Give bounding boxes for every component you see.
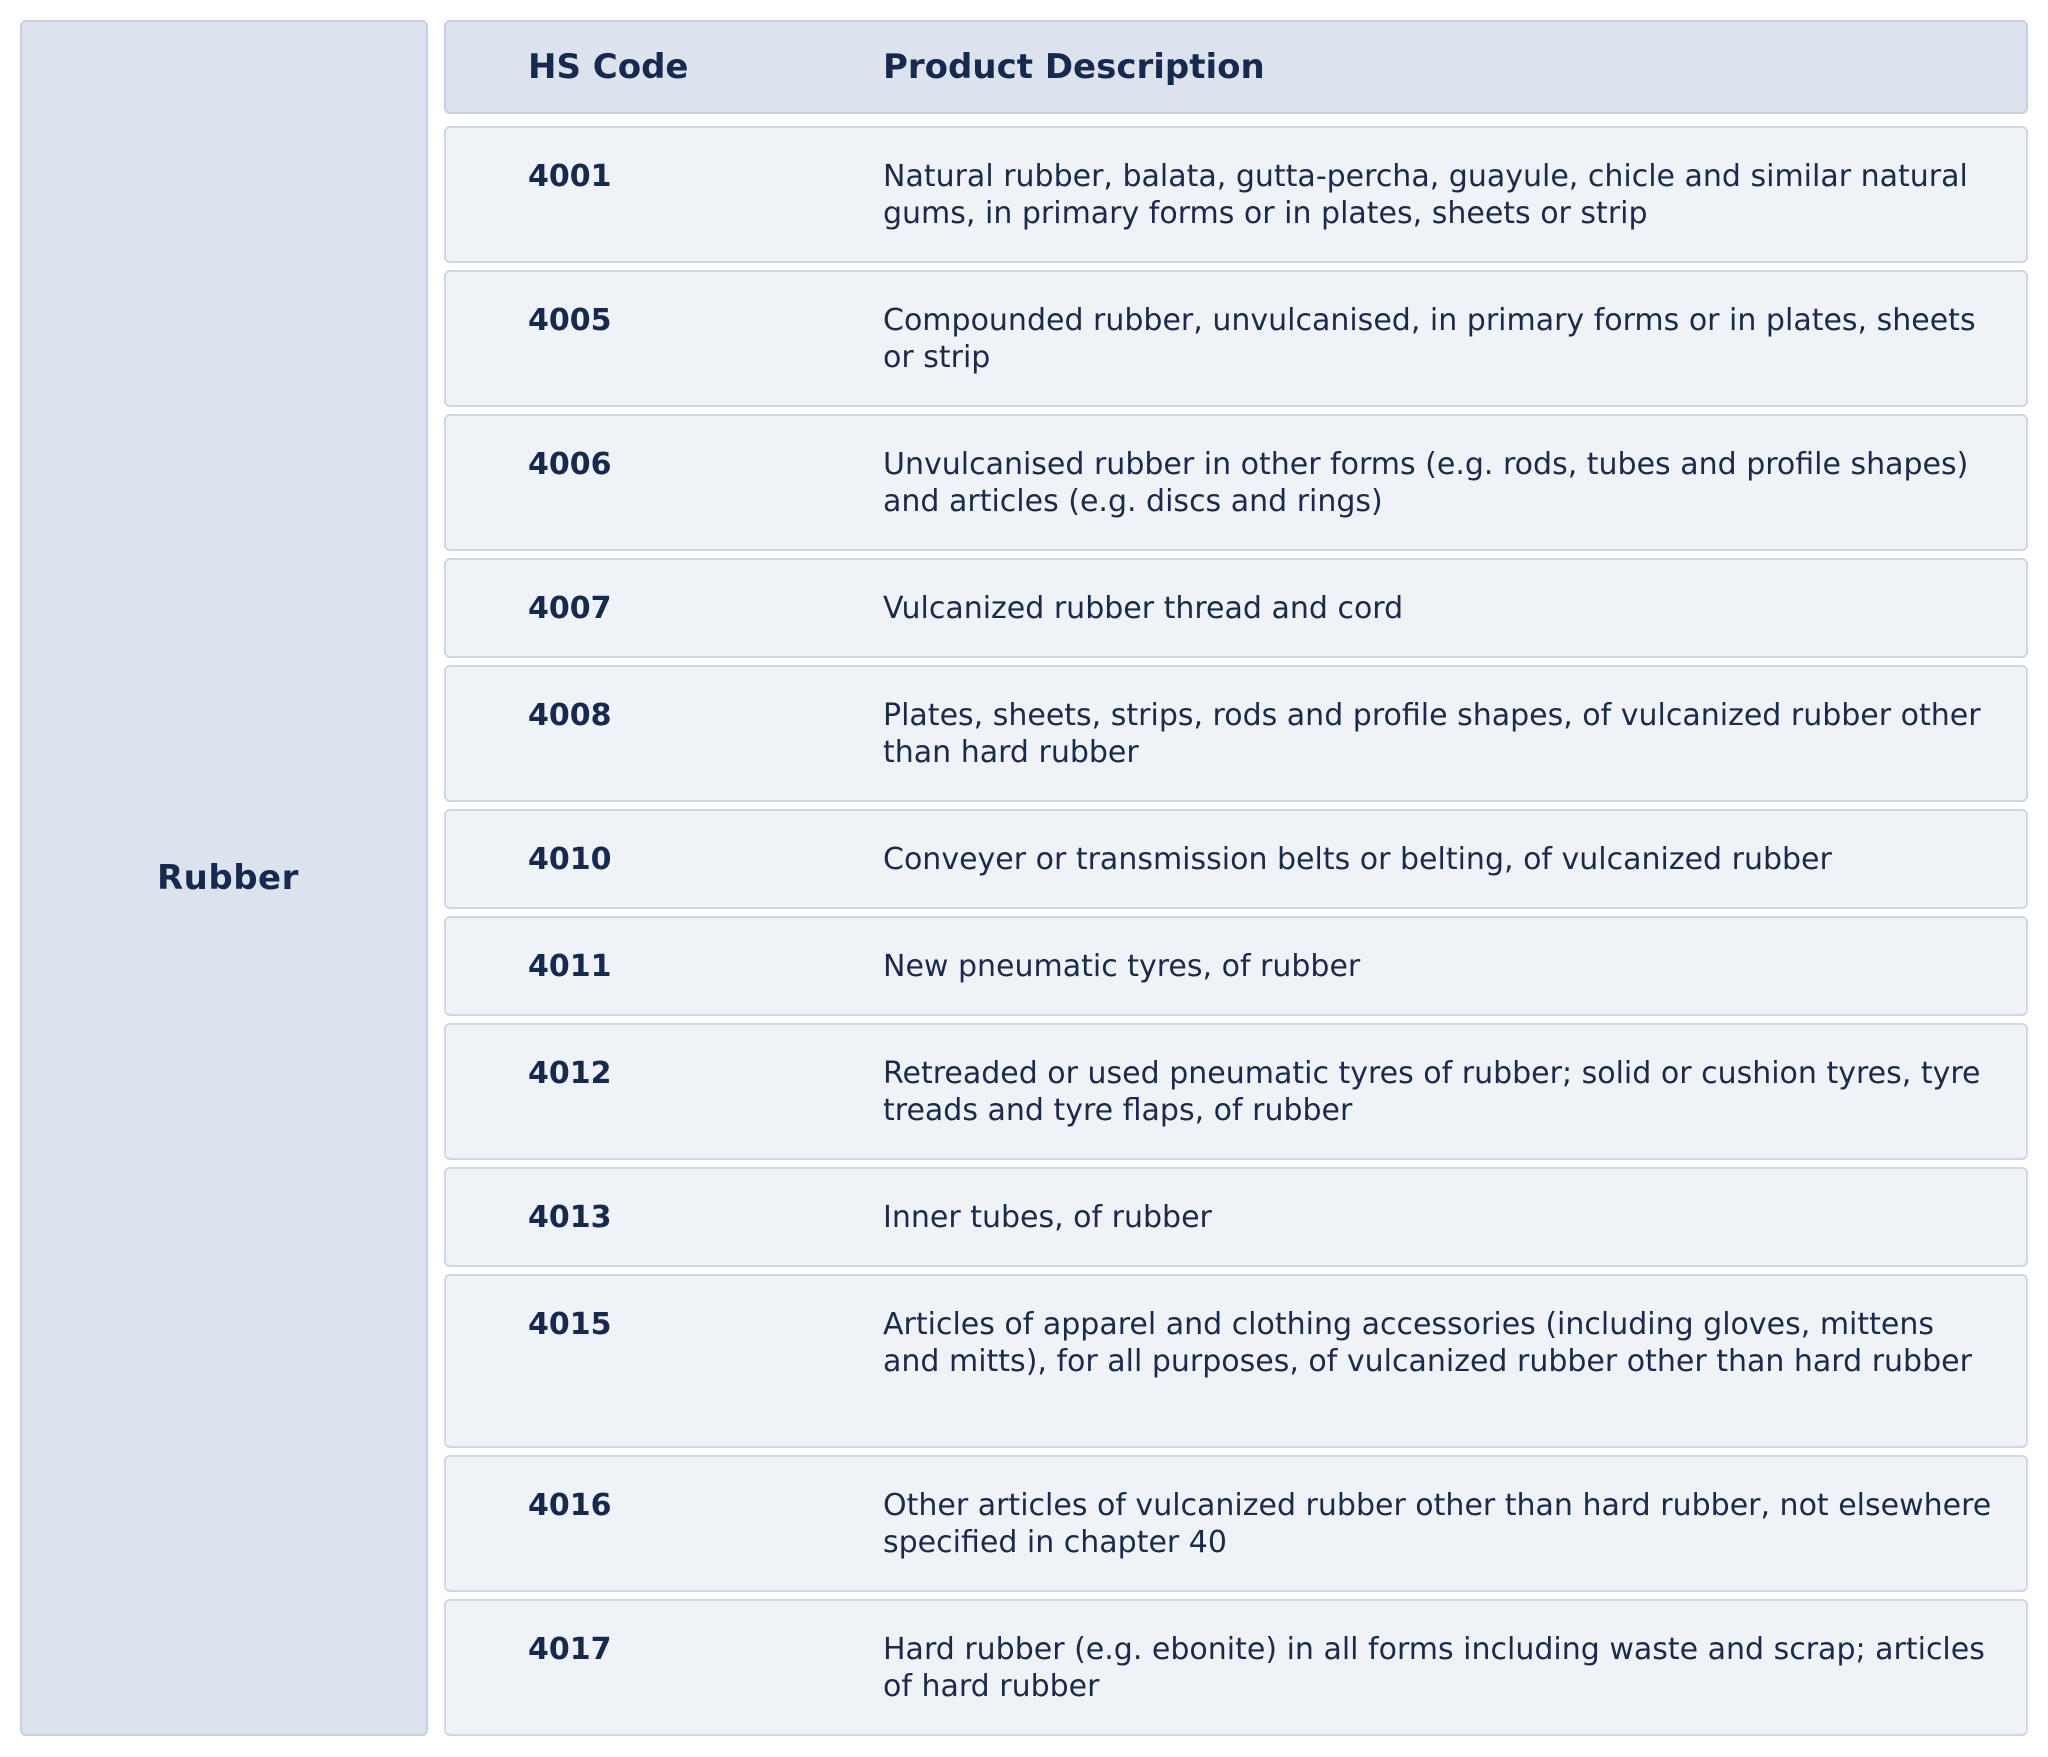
hs-code-cell: 4012 xyxy=(528,1056,612,1091)
table-row xyxy=(444,126,2028,263)
table-row xyxy=(444,665,2028,802)
description-cell: New pneumatic tyres, of rubber xyxy=(883,949,1361,984)
hs-code-cell: 4005 xyxy=(528,303,612,338)
description-cell: Other articles of vulcanized rubber other than hard rubber, not elsewhere specified in chapter 40 xyxy=(883,1488,1992,1560)
description-cell: Vulcanized rubber thread and cord xyxy=(883,591,1404,626)
description-cell: Natural rubber, balata, gutta-percha, guayule, chicle and similar natural gums, in primary forms or in plates, sheets or strip xyxy=(883,159,1968,231)
table-row xyxy=(444,1023,2028,1160)
table-row xyxy=(444,1599,2028,1736)
table-row xyxy=(444,809,2028,909)
hs-code-cell: 4011 xyxy=(528,949,612,984)
description-cell: Compounded rubber, unvulcanised, in primary forms or in plates, sheets or strip xyxy=(883,303,1976,375)
hs-code-cell: 4010 xyxy=(528,842,612,877)
header-product-description: Product Description xyxy=(883,47,1265,87)
category-label: Rubber xyxy=(157,858,299,898)
table-row xyxy=(444,558,2028,658)
hs-code-cell: 4017 xyxy=(528,1632,612,1667)
description-cell: Plates, sheets, strips, rods and profile shapes, of vulcanized rubber other than hard rubber xyxy=(883,698,1981,770)
table-row xyxy=(444,270,2028,407)
category-panel xyxy=(20,20,428,1736)
hs-code-cell: 4001 xyxy=(528,159,612,194)
hs-code-cell: 4007 xyxy=(528,591,612,626)
hs-code-cell: 4013 xyxy=(528,1200,612,1235)
description-cell: Inner tubes, of rubber xyxy=(883,1200,1212,1235)
description-cell: Unvulcanised rubber in other forms (e.g. rods, tubes and profile shapes) and articles (e.g. discs and rings) xyxy=(883,447,1969,519)
table-row xyxy=(444,414,2028,551)
description-cell: Articles of apparel and clothing accessories (including gloves, mittens and mitts), for all purposes, of vulcanized rubber other than hard rubber xyxy=(883,1307,1972,1379)
table-row xyxy=(444,1167,2028,1267)
hs-code-table xyxy=(444,20,2028,1743)
table-row xyxy=(444,1274,2028,1448)
description-cell: Hard rubber (e.g. ebonite) in all forms including waste and scrap; articles of hard rubber xyxy=(883,1632,1985,1704)
hs-code-cell: 4015 xyxy=(528,1307,612,1342)
hs-code-cell: 4008 xyxy=(528,698,612,733)
hs-code-cell: 4006 xyxy=(528,447,612,482)
header-hs-code: HS Code xyxy=(528,47,689,87)
table-header xyxy=(444,20,2028,114)
hs-code-cell: 4016 xyxy=(528,1488,612,1523)
description-cell: Conveyer or transmission belts or belting, of vulcanized rubber xyxy=(883,842,1832,877)
table-row xyxy=(444,916,2028,1016)
table-row xyxy=(444,1455,2028,1592)
description-cell: Retreaded or used pneumatic tyres of rubber; solid or cushion tyres, tyre treads and tyre flaps, of rubber xyxy=(883,1056,1981,1128)
